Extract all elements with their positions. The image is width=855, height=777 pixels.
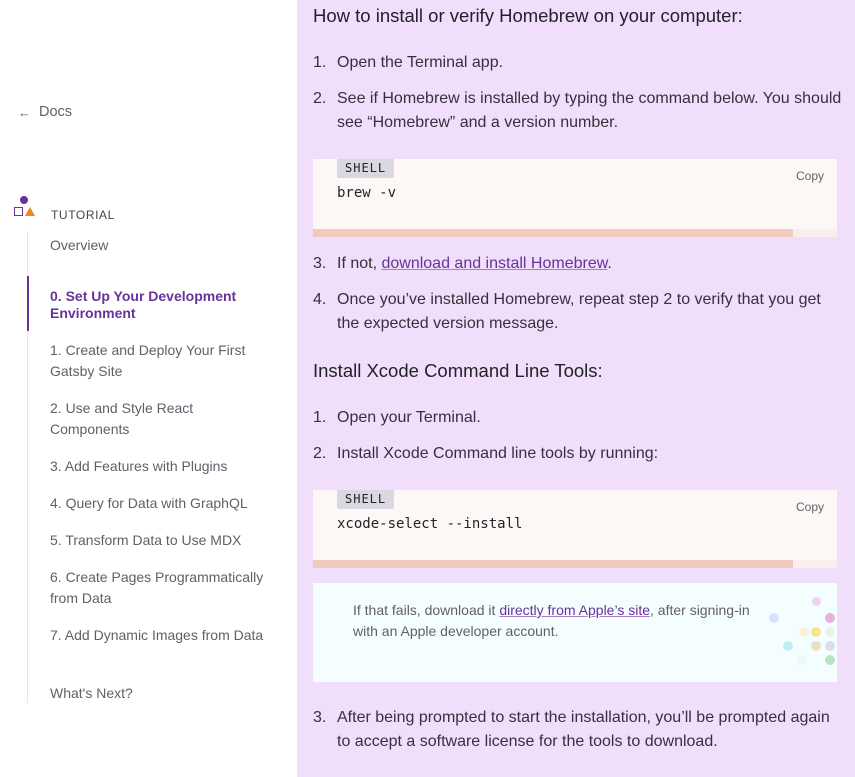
copy-button[interactable]: Copy xyxy=(795,169,824,183)
back-to-docs-link[interactable] xyxy=(18,104,72,120)
tutorial-logo xyxy=(13,190,37,218)
nav-item-mdx[interactable]: 5. Transform Data to Use MDX xyxy=(50,532,242,548)
nav-item-graphql[interactable]: 4. Query for Data with GraphQL xyxy=(50,495,248,511)
sidebar xyxy=(0,0,297,777)
note-callout xyxy=(313,583,837,682)
nav-item-overview[interactable]: Overview xyxy=(50,237,109,253)
nav-item-whats-next[interactable]: What's Next? xyxy=(50,685,133,701)
code-text: xcode-select --install xyxy=(337,516,523,532)
nav-item-create-deploy[interactable]: 1. Create and Deploy Your First Gatsby Site xyxy=(50,342,246,379)
arrow-left-icon: ← xyxy=(18,104,31,120)
main-content xyxy=(297,0,855,777)
list-item: 3. If not, download and install Homebrew. xyxy=(313,255,612,272)
scrollbar-thumb[interactable] xyxy=(313,560,793,568)
nav-item-plugins[interactable]: 3. Add Features with Plugins xyxy=(50,458,228,474)
list-item: 1. Open the Terminal app. xyxy=(313,54,504,71)
note-text: If that fails, download it directly from Apple’s site, after signing-in with an Apple developer account. xyxy=(353,602,750,639)
language-tag: SHELL xyxy=(337,490,394,509)
list-item: 4. Once you’ve installed Homebrew, repeat step 2 to verify that you get the expected version message. xyxy=(313,291,821,332)
active-indicator xyxy=(27,276,29,331)
list-item: 2. See if Homebrew is installed by typing the command below. You should see “Homebrew” and a version number. xyxy=(313,90,842,131)
tutorial-nav xyxy=(27,231,267,703)
list-item: 1. Open your Terminal. xyxy=(313,409,481,426)
list-item: 2. Install Xcode Command line tools by running: xyxy=(313,445,659,462)
nav-item-dynamic-images[interactable]: 7. Add Dynamic Images from Data xyxy=(50,627,264,643)
homebrew-heading: How to install or verify Homebrew on your computer: xyxy=(313,5,743,26)
language-tag: SHELL xyxy=(337,159,394,178)
code-text: brew -v xyxy=(337,185,397,201)
code-block-xcode xyxy=(313,490,837,568)
tutorial-section-label: TUTORIAL xyxy=(51,208,115,222)
nav-item-setup-environment[interactable]: 0. Set Up Your Development Environment xyxy=(50,288,237,321)
scrollbar-thumb[interactable] xyxy=(313,229,793,237)
copy-button[interactable]: Copy xyxy=(795,500,824,514)
list-item: 3. After being prompted to start the installation, you’ll be prompted again to accept a software license for the tools to download. xyxy=(313,709,830,750)
apple-site-link[interactable]: directly from Apple’s site xyxy=(499,602,651,618)
nav-item-react-components[interactable]: 2. Use and Style React Components xyxy=(50,400,194,437)
download-homebrew-link[interactable]: download and install Homebrew xyxy=(381,255,608,272)
xcode-heading: Install Xcode Command Line Tools: xyxy=(313,360,603,381)
docs-link-label: Docs xyxy=(39,104,73,120)
tutorial-shapes-icon xyxy=(13,194,37,218)
nav-item-create-pages[interactable]: 6. Create Pages Programmatically from Data xyxy=(50,569,264,606)
code-block-brew xyxy=(313,159,837,237)
